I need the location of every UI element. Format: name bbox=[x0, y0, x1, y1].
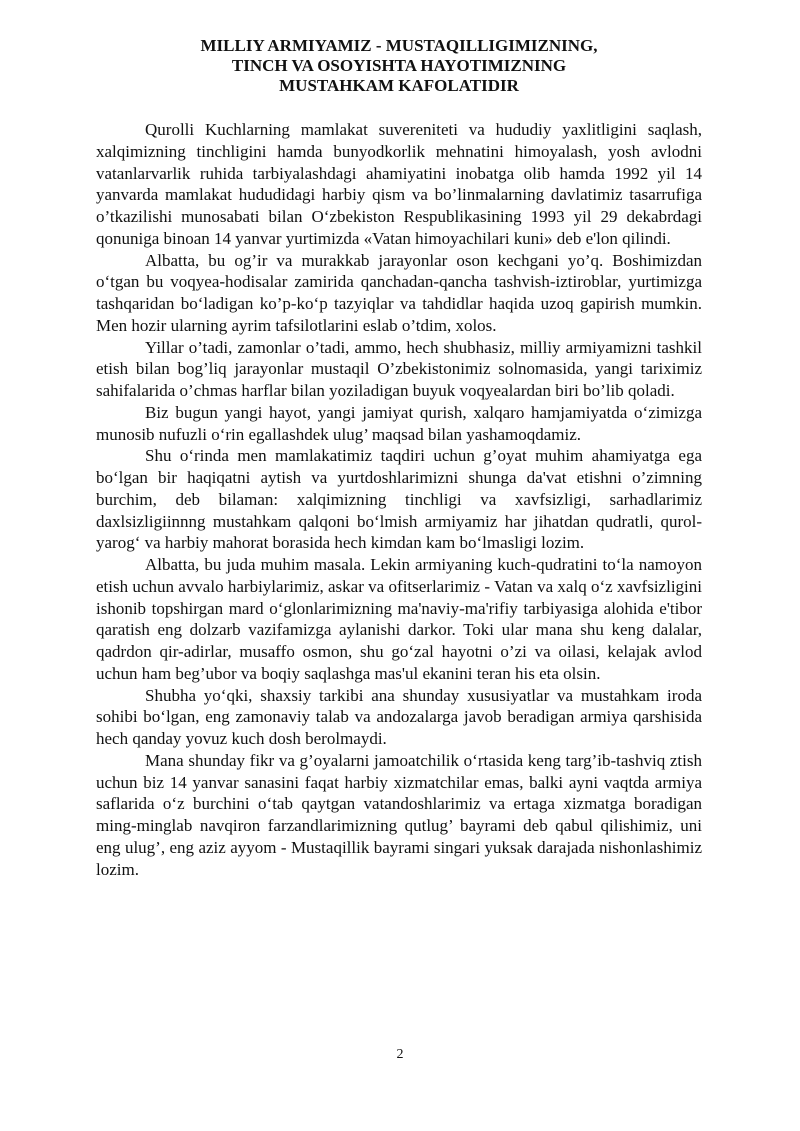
paragraph-3: Yillar o’tadi, zamonlar o’tadi, ammo, hech shubhasiz, milliy armiyamizni tashkil etish bilan bog’liq jarayonlar mustaqil O’zbekistonimiz solnomasida, yangi tariximiz sahifalarida o’chmas harflar bilan yoziladigan buyuk voqyealardan biri bo’lib qoladi. bbox=[96, 337, 702, 400]
document-page bbox=[96, 36, 702, 880]
paragraph-5: Shu o‘rinda men mamlakatimiz taqdiri uchun g’oyat muhim ahamiyatga ega bo‘lgan bir haqiqatni aytish va yurtdoshlarimizni shunga da'vat etishni o’zimning burchim, deb bilaman: xalqimizning tinchligi va xavfsizligi, sarhadlarimiz daxlsizligiinnng mustahkam qalqoni bo‘lmish armiyamiz har jihatdan qudratli, qurol-yarog‘ va harbiy mahorat borasida hech kimdan kam bo‘lmasligi lozim. bbox=[96, 446, 702, 553]
title-line-3: MUSTAHKAM KAFOLATIDIR bbox=[279, 76, 519, 95]
document-title bbox=[96, 36, 702, 96]
paragraph-4: Biz bugun yangi hayot, yangi jamiyat qurish, xalqaro hamjamiyatda o‘zimizga munosib nufuzli o‘rin egallashdek ulug’ maqsad bilan yashamoqdamiz. bbox=[96, 402, 702, 444]
paragraph-7: Shubha yo‘qki, shaxsiy tarkibi ana shunday xususiyatlar va mustahkam iroda sohibi bo‘lgan, eng zamonaviy talab va andozalarga javob beradigan armiya qarshisida hech qanday yovuz kuch dosh berolmaydi. bbox=[96, 685, 702, 748]
paragraph-6: Albatta, bu juda muhim masala. Lekin armiyaning kuch-qudratini to‘la namoyon etish uchun avvalo harbiylarimiz, askar va ofitserlarimiz - Vatan va xalq o‘z xavfsizligini ishonib topshirgan mard o‘glonlarimizning ma'naviy-ma'rifiy tarbiyasiga alohida e'tibor qaratish eng dolzarb vazifamizga aylanishi darkor. Toki ular mana shu keng dalalar, qadrdon qir-adirlar, musaffo osmon, shu go‘zal hayotni o’zi va oilasi, kelajak avlod uchun ham beg’ubor va boqiy saqlashga mas'ul ekanini teran his eta olsin. bbox=[96, 555, 702, 683]
paragraph-8: Mana shunday fikr va g’oyalarni jamoatchilik o‘rtasida keng targ’ib-tashviq ztish uchun biz 14 yanvar sanasini faqat harbiy xizmatchilar emas, balki ayni vaqtda armiya saflarida o‘z burchini o‘tab qaytgan vatandoshlarimiz va ertaga xizmatga boradigan ming-minglab navqiron farzandlarimizning qutlug’ bayrami deb qabul qilishimiz, uni eng ulug’, eng aziz ayyom - Mustaqillik bayrami singari yuksak darajada nishonlashimiz lozim. bbox=[96, 750, 702, 879]
paragraph-1: Qurolli Kuchlarning mamlakat suvereniteti va hududiy yaxlitligini saqlash, xalqimizning tinchligini hamda bunyodkorlik mehnatini himoyalash, yosh avlodni vatanlarvarlik ruhida tarbiyalashdagi ahamiyatini inobatga olib hamda 1992 yil 14 yanvarda mamlakat hududidagi harbiy qism va bo’linmalarning davlatimiz tasarrufiga o’tkazilishi munosabati bilan O‘zbekiston Respublikasining 1993 yil 29 dekabrdagi qonuniga binoan 14 yanvar yurtimizda «Vatan himoyachilari kuni» deb e'lon qilindi. bbox=[96, 120, 702, 248]
title-line-2: TINCH VA OSOYISHTA HAYOTIMIZNING bbox=[231, 56, 567, 75]
document-body bbox=[96, 119, 702, 880]
page-number: 2 bbox=[396, 1047, 404, 1062]
paragraph-2: Albatta, bu og’ir va murakkab jarayonlar oson kechgani yo’q. Boshimizdan o‘tgan bu voqyea-hodisalar zamirida qanchadan-qancha tashvish-iztiroblar, yurtimizga tashqaridan bo‘ladigan ko’p-ko‘p tazyiqlar va tahdidlar haqida uzoq gapirish mumkin. Men hozir ularning ayrim tafsilotlarini eslab o’tdim, xolos. bbox=[96, 250, 702, 335]
title-line-1: MILLIY ARMIYAMIZ - MUSTAQILLIGIMIZNING, bbox=[200, 36, 598, 55]
